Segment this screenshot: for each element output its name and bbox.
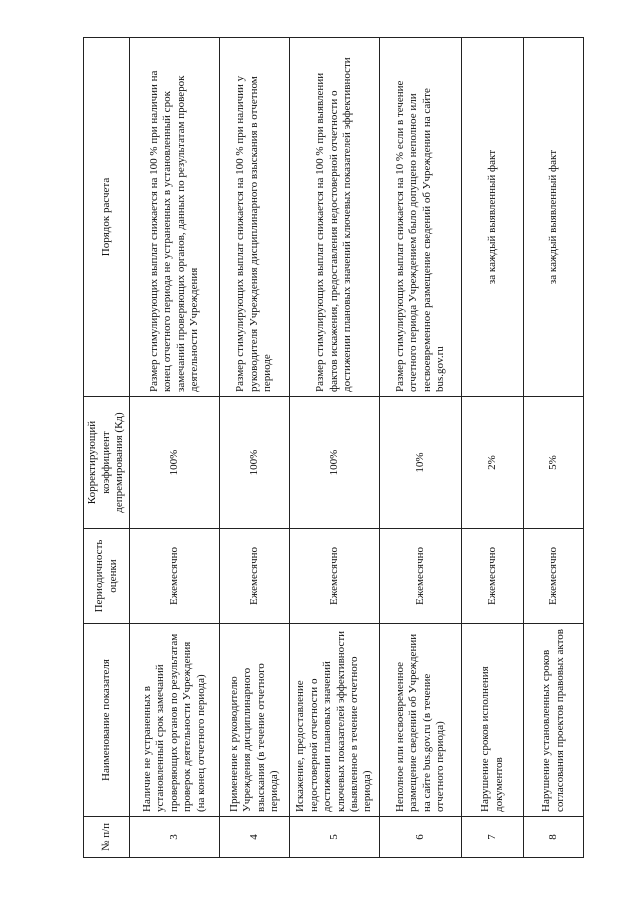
row-calc: Размер стимулирующих выплат снижается на 10 % если в течение отчетного периода Учреждением было допущено неполное или несвоевременное размещение сведений об Учреждении на сайте bus.gov.ru	[380, 38, 462, 397]
row-name: Искажение, предоставление недостоверной отчетности о достижении плановых значений ключевых показателей эффективности (выявленное в течение отчетного периода)	[290, 624, 380, 817]
table-row	[524, 38, 584, 858]
row-name: Неполное или несвоевременное размещение сведений об Учреждении на сайте bus.gov.ru (в течение отчетного периода)	[380, 624, 462, 817]
table-row	[380, 38, 462, 858]
row-num: 6	[380, 817, 462, 858]
row-calc: Размер стимулирующих выплат снижается на 100 % при выявлении фактов искажения, предоставления недостоверной отчетности о достижении плановых значений ключевых показателей эффективности	[290, 38, 380, 397]
row-calc: за каждый выявленный факт	[524, 38, 584, 397]
row-calc: за каждый выявленный факт	[462, 38, 524, 397]
row-calc: Размер стимулирующих выплат снижается на 100 % при наличии у руководителя Учреждения дисциплинарного взыскания в отчетном периоде	[220, 38, 290, 397]
row-num: 5	[290, 817, 380, 858]
row-period: Ежемесячно	[130, 529, 220, 624]
row-calc: Размер стимулирующих выплат снижается на 100 % при наличии на конец отчетного периода не устраненных в установленный срок замечаний проверяющих органов, данных по результатам проверок деятельности Учреждения	[130, 38, 220, 397]
table-row	[290, 38, 380, 858]
row-coef: 100%	[220, 397, 290, 529]
header-name: Наименование показателя	[84, 624, 130, 817]
row-name: Нарушение установленных сроков согласования проектов правовых актов	[524, 624, 584, 817]
table-row	[220, 38, 290, 858]
row-period: Ежемесячно	[380, 529, 462, 624]
row-num: 7	[462, 817, 524, 858]
row-num: 8	[524, 817, 584, 858]
row-period: Ежемесячно	[524, 529, 584, 624]
row-name: Применение к руководителю Учреждения дисциплинарного взыскания (в течение отчетного периода)	[220, 624, 290, 817]
table-header-row	[84, 38, 130, 858]
row-coef: 100%	[290, 397, 380, 529]
row-period: Ежемесячно	[220, 529, 290, 624]
header-num: № п/п	[84, 817, 130, 858]
header-period: Периодичность оценки	[84, 529, 130, 624]
row-coef: 100%	[130, 397, 220, 529]
rotated-table-wrapper	[83, 38, 583, 858]
row-name: Нарушение сроков исполнения документов	[462, 624, 524, 817]
row-num: 3	[130, 817, 220, 858]
row-coef: 2%	[462, 397, 524, 529]
table-row	[130, 38, 220, 858]
header-coef: Корректирующий коэффициент депремирования (Кд)	[84, 397, 130, 529]
row-coef: 5%	[524, 397, 584, 529]
row-num: 4	[220, 817, 290, 858]
indicators-table	[83, 37, 584, 858]
table-row	[462, 38, 524, 858]
row-name: Наличие не устраненных в установленный срок замечаний проверяющих органов по результатам проверок деятельности Учреждения (на конец отчетного периода)	[130, 624, 220, 817]
row-coef: 10%	[380, 397, 462, 529]
row-period: Ежемесячно	[290, 529, 380, 624]
header-calc: Порядок расчета	[84, 38, 130, 397]
row-period: Ежемесячно	[462, 529, 524, 624]
